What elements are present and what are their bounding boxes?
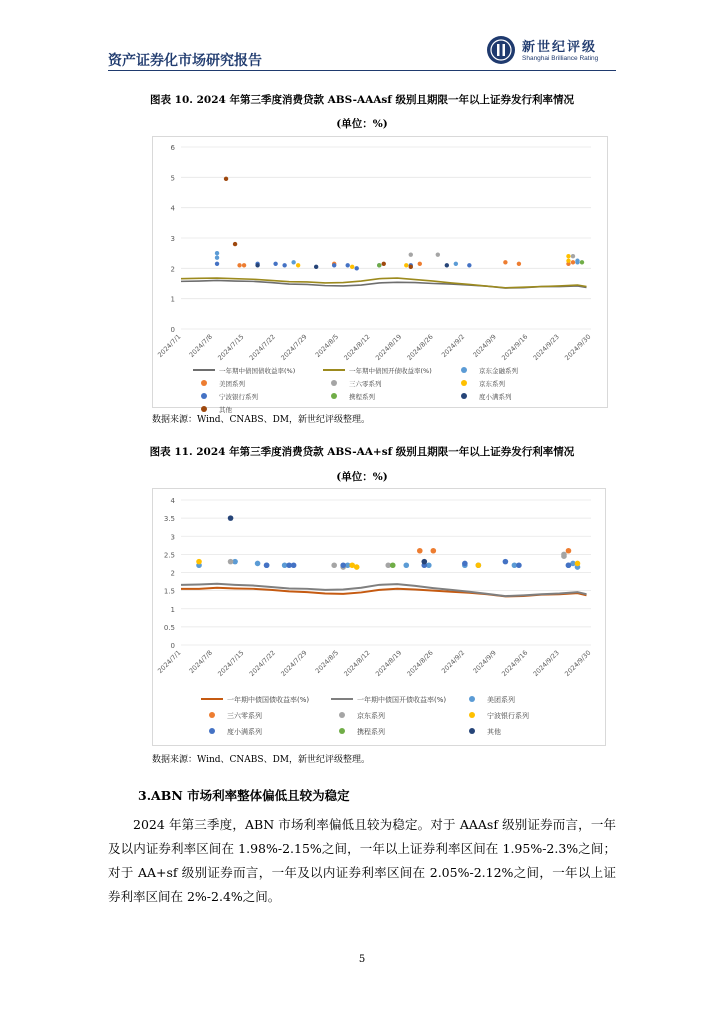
- legend-label: 其他: [487, 728, 501, 736]
- logo-english-name: Shanghai Brilliance Rating: [522, 55, 599, 62]
- data-point: [354, 564, 360, 570]
- legend-dot-swatch: [469, 728, 475, 734]
- legend-label: 度小满系列: [227, 728, 262, 736]
- x-tick-label: 2024/9/9: [471, 332, 498, 360]
- data-point: [417, 548, 423, 554]
- y-tick-label: 4: [170, 497, 175, 505]
- data-point: [355, 266, 359, 270]
- y-tick-label: 2.5: [163, 551, 175, 560]
- x-tick-label: 2024/7/8: [187, 332, 214, 360]
- y-tick-label: 4: [170, 204, 175, 213]
- x-tick-label: 2024/7/15: [216, 648, 246, 678]
- section-paragraph: 2024 年第三季度，ABN 市场利率偏低且较为稳定。对于 AAAsf 级别证券而言，一年及以内证券利率区间在 1.98%-2.15%之间，一年以上证券利率区间在 1.95%-2.3%之间；对于 AA+sf 级别证券而言，一年及以内证券利率区间在 2.05%-2.12%之间，一年以上证券利率区间在 2%-2.4%之间。: [108, 817, 616, 904]
- legend-label: 一年期中债国开债收益率(%): [357, 696, 447, 704]
- data-point: [403, 562, 409, 568]
- legend-label: 度小满系列: [479, 393, 512, 401]
- data-point: [390, 562, 396, 568]
- data-point: [436, 252, 440, 256]
- data-point: [467, 263, 471, 267]
- data-point: [255, 561, 261, 567]
- legend-label: 京东系列: [357, 712, 385, 720]
- data-point: [503, 260, 507, 264]
- y-tick-label: 3: [170, 235, 175, 243]
- data-point: [517, 262, 521, 266]
- data-point: [377, 263, 381, 267]
- x-tick-label: 2024/8/26: [405, 332, 435, 362]
- x-tick-label: 2024/8/26: [405, 648, 435, 678]
- x-tick-label: 2024/7/15: [216, 332, 246, 362]
- data-point: [571, 260, 575, 264]
- legend-dot-swatch: [469, 696, 475, 702]
- x-tick-label: 2024/7/29: [279, 332, 309, 362]
- y-tick-label: 2: [170, 265, 175, 274]
- x-tick-label: 2024/8/19: [373, 648, 404, 678]
- data-point: [431, 548, 437, 554]
- legend-label: 一年期中债国开债收益率(%): [349, 367, 432, 375]
- y-tick-label: 1: [170, 605, 175, 614]
- x-tick-label: 2024/8/5: [313, 648, 341, 676]
- data-point: [228, 559, 234, 565]
- data-point: [291, 260, 295, 264]
- legend-dot-swatch: [461, 393, 467, 399]
- data-point: [561, 553, 567, 559]
- legend-dot-swatch: [209, 728, 215, 734]
- legend-label: 京东金融系列: [479, 367, 518, 375]
- data-point: [454, 262, 458, 266]
- x-tick-label: 2024/9/16: [500, 332, 530, 362]
- y-tick-label: 0: [170, 642, 175, 650]
- legend-label: 宁波银行系列: [487, 712, 529, 720]
- legend-label: 京东系列: [479, 380, 505, 388]
- y-tick-label: 6: [170, 144, 175, 152]
- y-tick-label: 1.5: [163, 587, 175, 596]
- legend-dot-swatch: [201, 393, 207, 399]
- data-point: [404, 263, 408, 267]
- data-point: [332, 263, 336, 267]
- x-tick-label: 2024/9/2: [439, 332, 467, 360]
- y-tick-label: 3: [170, 533, 175, 542]
- data-point: [242, 263, 246, 267]
- data-point: [237, 263, 241, 267]
- figure-10-source: 数据来源：Wind、CNABS、DM，新世纪评级整理。: [152, 415, 371, 425]
- legend-label: 一年期中债国债收益率(%): [219, 367, 296, 375]
- logo: [486, 33, 616, 67]
- legend-dot-swatch: [331, 393, 337, 399]
- legend-label: 美团系列: [487, 696, 515, 704]
- data-point: [233, 242, 237, 246]
- data-point: [409, 252, 413, 256]
- data-point: [196, 559, 202, 565]
- x-tick-label: 2024/9/2: [439, 648, 467, 676]
- x-tick-label: 2024/7/29: [279, 648, 309, 678]
- data-point: [566, 562, 572, 568]
- data-point: [409, 265, 413, 269]
- legend-dot-swatch: [339, 728, 345, 734]
- data-point: [575, 561, 581, 567]
- data-point: [418, 262, 422, 266]
- data-point: [215, 256, 219, 260]
- data-point: [228, 515, 234, 521]
- x-tick-label: 2024/7/1: [156, 648, 183, 676]
- data-point: [255, 263, 259, 267]
- data-point: [575, 259, 579, 263]
- x-tick-label: 2024/9/30: [563, 648, 593, 678]
- x-tick-label: 2024/9/23: [531, 332, 561, 362]
- figure-10-title: 图表 10. 2024 年第三季度消费贷款 ABS-AAAsf 级别且期限一年以上证券发行利率情况: [150, 94, 574, 106]
- x-tick-label: 2024/8/12: [342, 648, 372, 678]
- figure-11-source: 数据来源：Wind、CNABS、DM，新世纪评级整理。: [152, 755, 371, 765]
- x-tick-label: 2024/7/1: [156, 332, 183, 360]
- legend-dot-swatch: [461, 380, 467, 386]
- x-tick-label: 2024/8/12: [342, 332, 372, 362]
- data-point: [516, 562, 522, 568]
- data-point: [331, 562, 337, 568]
- y-tick-label: 1: [170, 295, 175, 304]
- figure-10-unit: (单位：%): [336, 118, 388, 130]
- legend-label: 其他: [219, 406, 232, 414]
- legend-label: 宁波银行系列: [219, 393, 258, 401]
- legend-label: 携程系列: [349, 393, 375, 401]
- legend-dot-swatch: [339, 712, 345, 718]
- data-point: [566, 254, 570, 258]
- figure-11-title: 图表 11. 2024 年第三季度消费贷款 ABS-AA+sf 级别且期限一年以上证券发行利率情况: [149, 446, 575, 458]
- data-point: [566, 259, 570, 263]
- legend-label: 一年期中债国债收益率(%): [227, 696, 310, 704]
- report-title: 资产证券化市场研究报告: [108, 53, 262, 69]
- data-point: [346, 263, 350, 267]
- y-tick-label: 0.5: [163, 623, 175, 632]
- x-tick-label: 2024/7/8: [187, 648, 214, 676]
- data-point: [503, 559, 509, 565]
- y-tick-label: 0: [170, 326, 175, 334]
- data-point: [445, 263, 449, 267]
- data-point: [571, 254, 575, 258]
- x-tick-label: 2024/7/22: [247, 332, 278, 362]
- figure-10-chart-frame: [152, 136, 608, 414]
- data-point: [314, 265, 318, 269]
- y-tick-label: 3.5: [163, 515, 175, 524]
- legend-label: 三六零系列: [349, 380, 382, 388]
- x-tick-label: 2024/9/23: [531, 648, 561, 678]
- data-point: [264, 562, 270, 568]
- y-tick-label: 2: [170, 569, 175, 578]
- legend-dot-swatch: [469, 712, 475, 718]
- y-tick-label: 5: [170, 174, 175, 183]
- legend-dot-swatch: [331, 380, 337, 386]
- x-tick-label: 2024/8/5: [313, 332, 341, 360]
- data-point: [462, 561, 468, 567]
- data-point: [296, 263, 300, 267]
- data-point: [566, 548, 572, 554]
- section-heading: 3.ABN 市场利率整体偏低且较为稳定: [138, 788, 350, 803]
- data-point: [291, 562, 297, 568]
- legend-dot-swatch: [209, 712, 215, 718]
- data-point: [224, 177, 228, 181]
- figure-11-chart: [153, 489, 605, 745]
- header-rule: [108, 70, 616, 71]
- legend-label: 美团系列: [219, 380, 245, 388]
- data-point: [340, 562, 346, 568]
- figure-11-chart-frame: [152, 488, 606, 746]
- legend-label: 三六零系列: [227, 712, 262, 720]
- data-point: [476, 562, 482, 568]
- data-point: [382, 262, 386, 266]
- data-point: [215, 262, 219, 266]
- legend-dot-swatch: [201, 380, 207, 386]
- x-tick-label: 2024/7/22: [247, 648, 278, 678]
- x-tick-label: 2024/9/30: [563, 332, 593, 362]
- legend-dot-swatch: [461, 367, 467, 373]
- legend-label: 携程系列: [357, 728, 385, 736]
- page-number: 5: [358, 954, 366, 965]
- figure-10-chart: [153, 137, 607, 414]
- logo-name: 新世纪评级: [522, 40, 598, 55]
- figure-11-unit: (单位：%): [336, 471, 388, 483]
- data-point: [215, 251, 219, 255]
- data-point: [273, 262, 277, 266]
- x-tick-label: 2024/9/16: [500, 648, 530, 678]
- logo-emblem-icon: [486, 35, 516, 65]
- data-point: [350, 265, 354, 269]
- data-point: [282, 263, 286, 267]
- data-point: [580, 260, 584, 264]
- x-tick-label: 2024/9/9: [471, 648, 498, 676]
- data-point: [421, 559, 427, 565]
- x-tick-label: 2024/8/19: [373, 332, 404, 362]
